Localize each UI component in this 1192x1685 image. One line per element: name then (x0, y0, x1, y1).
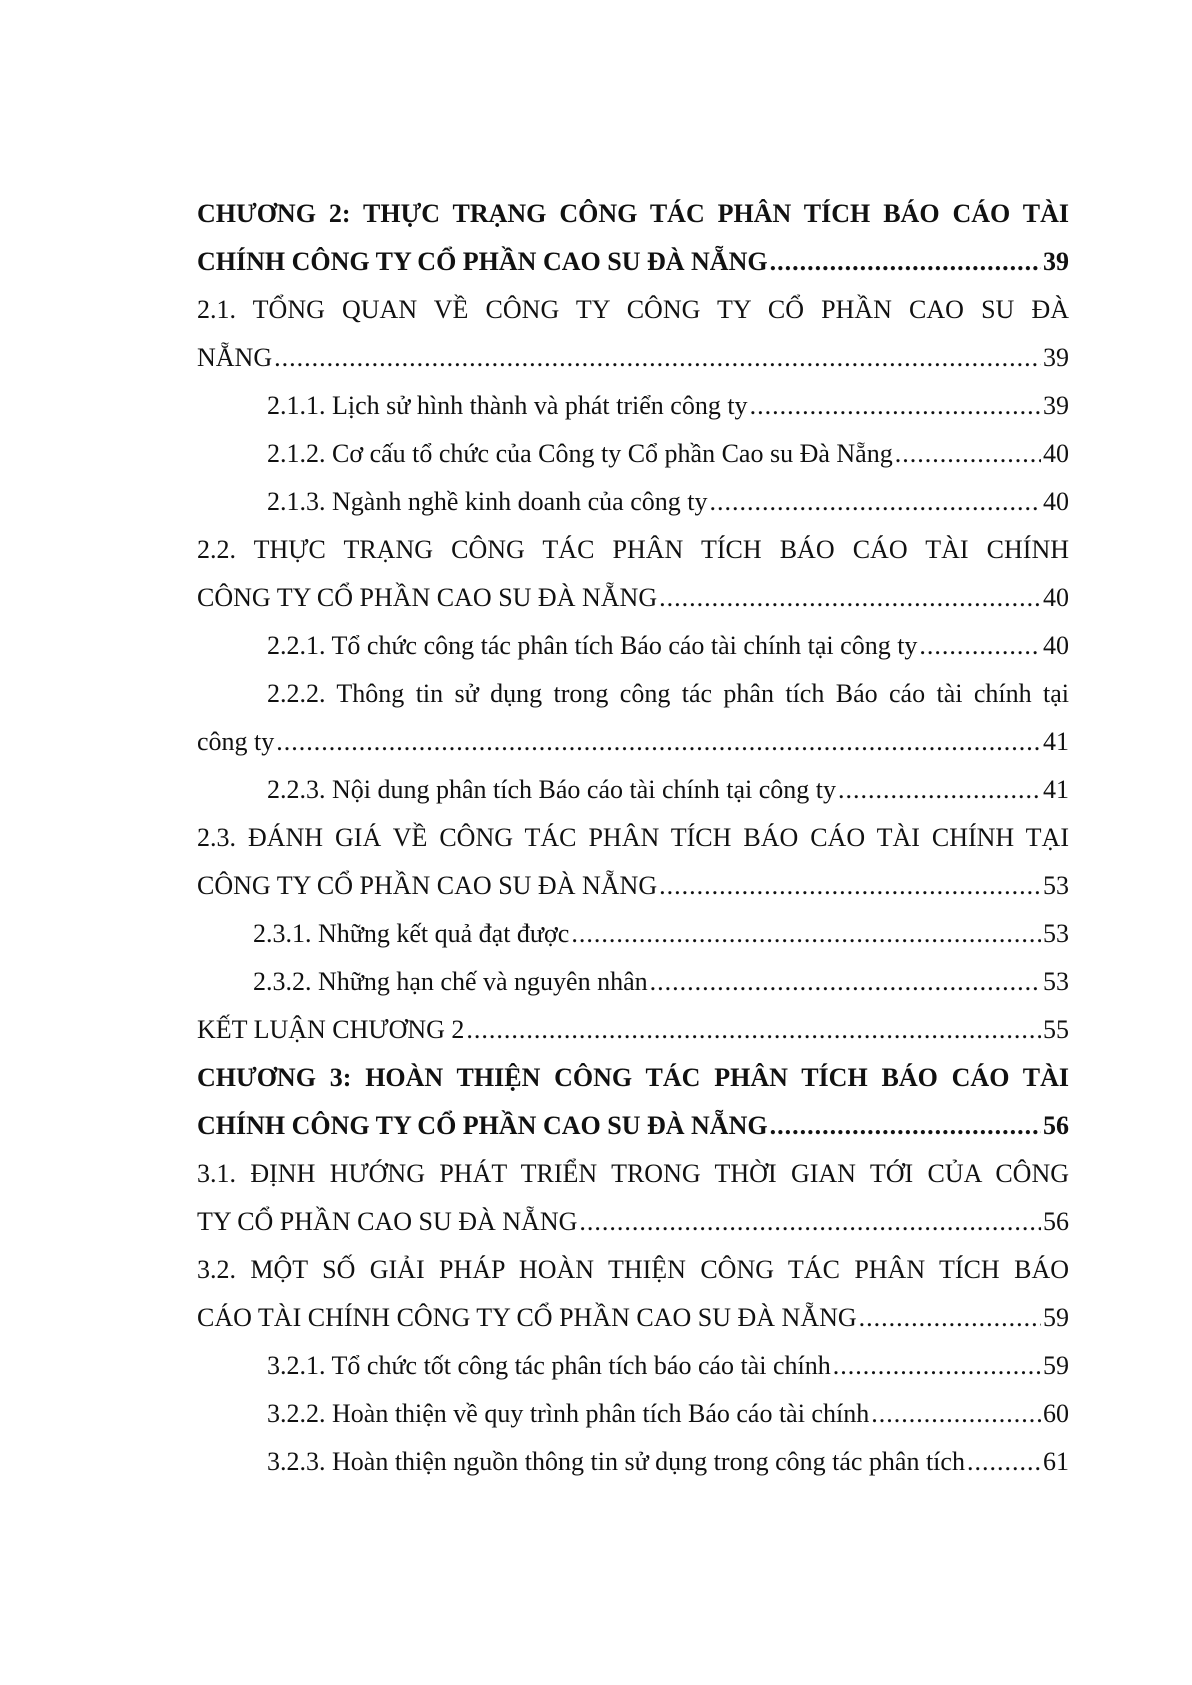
toc-entry-title: công ty (197, 727, 275, 756)
dot-leader (659, 574, 1041, 622)
toc-entry-2-1-line-1[interactable] (197, 286, 1069, 334)
toc-page-number: 40 (1043, 487, 1069, 516)
dot-leader (650, 958, 1041, 1006)
toc-entry-2-1-2[interactable] (197, 430, 1069, 478)
toc-entry-2-3-1[interactable] (197, 910, 1069, 958)
toc-page-number: 40 (1043, 583, 1069, 612)
toc-entry-title: 2.3. ĐÁNH GIÁ VỀ CÔNG TÁC PHÂN TÍCH BÁO CÁO TÀI CHÍNH TẠI (197, 823, 1069, 852)
toc-entry-title: TY CỔ PHẦN CAO SU ĐÀ NẴNG (197, 1207, 578, 1236)
toc-page-number: 53 (1043, 967, 1069, 996)
toc-entry-2-2-2-line-2[interactable] (197, 718, 1069, 766)
toc-entry-title: 3.2.3. Hoàn thiện nguồn thông tin sử dụng trong công tác phân tích (267, 1447, 965, 1476)
toc-entry-2-2-1[interactable] (197, 622, 1069, 670)
dot-leader (838, 766, 1041, 814)
toc-page-number: 41 (1043, 775, 1069, 804)
dot-leader (919, 622, 1041, 670)
toc-entry-2-3-line-2[interactable] (197, 862, 1069, 910)
toc-page-number: 59 (1043, 1351, 1069, 1380)
toc-entry-2-2-line-1[interactable] (197, 526, 1069, 574)
dot-leader (770, 1102, 1041, 1150)
toc-entry-title: CHÍNH CÔNG TY CỔ PHẦN CAO SU ĐÀ NẴNG (197, 247, 768, 276)
toc-page-number: 60 (1043, 1399, 1069, 1428)
dot-leader (276, 718, 1041, 766)
toc-page-number: 39 (1043, 247, 1069, 276)
toc-entry-title: 3.1. ĐỊNH HƯỚNG PHÁT TRIỂN TRONG THỜI GIAN TỚI CỦA CÔNG (197, 1159, 1069, 1188)
dot-leader (750, 382, 1041, 430)
dot-leader (579, 1198, 1041, 1246)
dot-leader (967, 1438, 1041, 1486)
dot-leader (859, 1294, 1041, 1342)
toc-entry-title: CÔNG TY CỔ PHẦN CAO SU ĐÀ NẴNG (197, 871, 658, 900)
toc-entry-2-1-1[interactable] (197, 382, 1069, 430)
toc-entry-title: CÁO TÀI CHÍNH CÔNG TY CỔ PHẦN CAO SU ĐÀ NẴNG (197, 1303, 857, 1332)
toc-entry-title: 2.1. TỔNG QUAN VỀ CÔNG TY CÔNG TY CỔ PHẦN CAO SU ĐÀ (197, 295, 1069, 324)
toc-entry-title: 2.3.2. Những hạn chế và nguyên nhân (253, 967, 648, 996)
toc-page-number: 59 (1043, 1303, 1069, 1332)
toc-entry-chapter-2-line-1[interactable] (197, 190, 1069, 238)
toc-entry-title: CHƯƠNG 2: THỰC TRẠNG CÔNG TÁC PHÂN TÍCH BÁO CÁO TÀI (197, 199, 1069, 228)
toc-entry-2-2-line-2[interactable] (197, 574, 1069, 622)
toc-entry-chapter-2-line-2[interactable] (197, 238, 1069, 286)
toc-page-number: 61 (1043, 1447, 1069, 1476)
toc-entry-title: 2.1.1. Lịch sử hình thành và phát triển công ty (267, 391, 748, 420)
toc-entry-title: 2.3.1. Những kết quả đạt được (253, 919, 570, 948)
toc-entry-2-3-line-1[interactable] (197, 814, 1069, 862)
toc-entry-title: 2.2.3. Nội dung phân tích Báo cáo tài chính tại công ty (267, 775, 836, 804)
toc-page-number: 39 (1043, 343, 1069, 372)
toc-page-number: 40 (1043, 439, 1069, 468)
dot-leader (274, 334, 1041, 382)
toc-entry-title: 2.2.1. Tổ chức công tác phân tích Báo cáo tài chính tại công ty (267, 631, 918, 660)
toc-page-number: 41 (1043, 727, 1069, 756)
toc-page-number: 56 (1043, 1207, 1069, 1236)
toc-entry-title: 3.2.1. Tổ chức tốt công tác phân tích báo cáo tài chính (267, 1351, 831, 1380)
dot-leader (833, 1342, 1041, 1390)
dot-leader (466, 1006, 1041, 1054)
toc-entry-2-3-2[interactable] (197, 958, 1069, 1006)
toc-entry-3-2-3[interactable] (197, 1438, 1069, 1486)
toc-entry-chapter-3-line-1[interactable] (197, 1054, 1069, 1102)
toc-entry-2-1-line-2[interactable] (197, 334, 1069, 382)
toc-entry-2-2-2-line-1[interactable] (197, 670, 1069, 718)
toc-page-number: 53 (1043, 871, 1069, 900)
dot-leader (659, 862, 1041, 910)
toc-entry-title: 2.2.2. Thông tin sử dụng trong công tác phân tích Báo cáo tài chính tại (267, 679, 1069, 708)
toc-entry-3-2-2[interactable] (197, 1390, 1069, 1438)
toc-entry-title: 2.1.3. Ngành nghề kinh doanh của công ty (267, 487, 708, 516)
toc-entry-title: KẾT LUẬN CHƯƠNG 2 (197, 1015, 465, 1044)
toc-entry-title: CHÍNH CÔNG TY CỔ PHẦN CAO SU ĐÀ NẴNG (197, 1111, 768, 1140)
dot-leader (571, 910, 1041, 958)
toc-entry-3-1-line-2[interactable] (197, 1198, 1069, 1246)
toc-entry-3-2-line-2[interactable] (197, 1294, 1069, 1342)
toc-entry-2-1-3[interactable] (197, 478, 1069, 526)
toc-entry-2-2-3[interactable] (197, 766, 1069, 814)
toc-entry-title: CHƯƠNG 3: HOÀN THIỆN CÔNG TÁC PHÂN TÍCH BÁO CÁO TÀI (197, 1063, 1069, 1092)
toc-entry-title: NẴNG (197, 343, 273, 372)
toc-entry-title: 2.2. THỰC TRẠNG CÔNG TÁC PHÂN TÍCH BÁO CÁO TÀI CHÍNH (197, 535, 1069, 564)
toc-entry-3-2-1[interactable] (197, 1342, 1069, 1390)
toc-entry-chapter-3-line-2[interactable] (197, 1102, 1069, 1150)
toc-entry-chapter-2-conclusion[interactable] (197, 1006, 1069, 1054)
toc-entry-title: CÔNG TY CỔ PHẦN CAO SU ĐÀ NẴNG (197, 583, 658, 612)
toc-page-number: 55 (1043, 1015, 1069, 1044)
dot-leader (871, 1390, 1041, 1438)
toc-entry-3-2-line-1[interactable] (197, 1246, 1069, 1294)
dot-leader (895, 430, 1041, 478)
toc-page-number: 39 (1043, 391, 1069, 420)
toc-page-number: 40 (1043, 631, 1069, 660)
toc-entry-title: 3.2. MỘT SỐ GIẢI PHÁP HOÀN THIỆN CÔNG TÁC PHÂN TÍCH BÁO (197, 1255, 1069, 1284)
toc-page-number: 53 (1043, 919, 1069, 948)
table-of-contents (197, 190, 1069, 1486)
dot-leader (770, 238, 1041, 286)
toc-entry-title: 2.1.2. Cơ cấu tổ chức của Công ty Cổ phần Cao su Đà Nẵng (267, 439, 893, 468)
toc-entry-title: 3.2.2. Hoàn thiện về quy trình phân tích Báo cáo tài chính (267, 1399, 870, 1428)
toc-page-number: 56 (1043, 1111, 1069, 1140)
toc-entry-3-1-line-1[interactable] (197, 1150, 1069, 1198)
dot-leader (709, 478, 1041, 526)
